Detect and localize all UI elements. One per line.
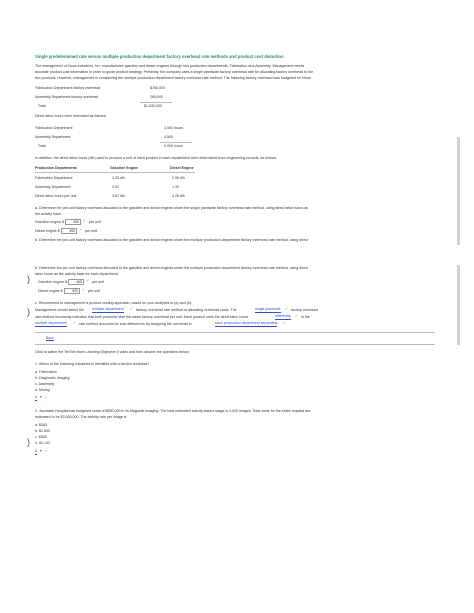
diesel-label: Diesel engine $ <box>35 229 60 233</box>
scrollbar[interactable] <box>457 265 460 345</box>
q1-option[interactable]: d. Mining <box>35 388 50 392</box>
check-icon: ✓ <box>73 321 77 325</box>
table-cell: Assembly Department <box>35 185 71 189</box>
video-intro: Click to watch the Tell Me More Learning Objective 3 video and then answer the questions below. <box>35 350 190 354</box>
question-c-text: c. Recommend to management a product costing approach, based on your analyses in (a) and (b). <box>35 301 193 305</box>
table-header: Diesel Engine <box>170 166 194 170</box>
overhead-row-label: Assembly Department factory overhead <box>35 95 99 99</box>
divider <box>35 344 435 345</box>
gasoline-unit: per unit <box>92 280 104 284</box>
overhead-row-value: $765,000 <box>150 86 165 90</box>
back-button[interactable]: Back <box>46 336 54 340</box>
q2-option[interactable]: c. $550 <box>35 435 47 439</box>
question-b-text: b. Determine the per-unit factory overhead allocated to the gasoline and diesel engines under the multiple production department factory overhead rate method, using direct <box>35 266 309 270</box>
diesel-answer-input[interactable]: 400 <box>61 228 77 234</box>
dlh-paragraph: In addition, the direct labor hours (dlh) used to produce a unit of each product in each department were determined from engineering records, as follows: <box>35 156 278 160</box>
method-select-2[interactable]: single plantwide <box>255 307 281 311</box>
check-icon: ✓ <box>285 307 289 311</box>
check-icon: ✓ <box>283 321 287 325</box>
question-b-text-cutoff: b. Determine the per-unit factory overhead allocated to the gasoline and diesel engines under the multiple production department factory overhead rate method, using direct <box>35 238 309 242</box>
scrollbar[interactable] <box>457 137 460 245</box>
check-icon: ✓ <box>45 449 49 453</box>
side-caret-icon: ) <box>27 274 30 284</box>
side-caret-icon: ) <box>27 437 30 447</box>
table-cell: 1.30 <box>172 185 179 189</box>
question-2-text: 2. Jacobsen Hospital has budgeted costs of $550,000 in its Magnetic Imaging. The total estimated activity-based usage is 2,000 images. Total costs for the entire hospital are <box>35 409 311 413</box>
section-title: Single predetermined rate versus multiple production department factory overhead rate methods and product cost distortion <box>35 54 284 59</box>
dlh-row-label: Fabrication Department <box>35 126 73 130</box>
dlh-row-value: 9,000 hours <box>164 144 183 148</box>
question-2-text-2: estimated to be $3,000,000. The activity rate per image is <box>35 415 127 419</box>
overhead-row-label: Total <box>38 104 46 108</box>
table-header: Gasoline Engine <box>110 166 139 170</box>
total-rule <box>140 102 172 103</box>
recommendation-text: Management should select the <box>35 308 84 312</box>
method-select-1[interactable]: multiple department <box>92 307 124 311</box>
diesel-label: Diesel engine $ <box>38 289 63 293</box>
gasoline-multi-input[interactable]: 400 <box>68 279 84 285</box>
check-icon: ✓ <box>79 228 83 232</box>
q1-option[interactable]: b. Diagnostic Imaging <box>35 376 70 380</box>
table-cell: 2.95 dlh <box>172 176 185 180</box>
dlh-intro: Direct labor hours were estimated as follows: <box>35 114 107 118</box>
intro-line-2: accurate product cost information in order to guide product strategy. Presently, the company uses a single plantwide factory overhead rate for allocating factory overhead to the <box>35 70 314 74</box>
question-1-text: 1. Which of the following industries is identified with a service business? <box>35 362 150 366</box>
recommendation-text: in the <box>301 315 310 319</box>
side-caret-icon: ) <box>27 307 30 317</box>
check-icon: ✓ <box>86 279 90 283</box>
q1-answer-select[interactable]: b <box>35 395 37 399</box>
recommendation-text: factory overhead rate method of allocating overhead costs. The <box>136 308 237 312</box>
question-b-text-2: labor hours as the activity base for each department. <box>35 272 119 276</box>
q2-option[interactable]: b. $1,500 <box>35 429 50 433</box>
header-rule <box>35 172 195 173</box>
usage-select[interactable]: differently <box>275 314 291 318</box>
table-cell: Direct labor hours per unit <box>35 194 77 198</box>
table-cell: 1.25 dlh <box>112 176 125 180</box>
table-cell: 3.87 dlh <box>112 194 125 198</box>
table-cell: Fabrication Department <box>35 176 73 180</box>
dropdown-chevron-icon: ▾ <box>40 395 42 399</box>
q2-option[interactable]: d. $2,143 <box>35 441 50 445</box>
dlh-row-value: 4,500 <box>164 135 173 139</box>
dlh-row-value: 4,500 hours <box>164 126 183 130</box>
divider <box>35 332 435 333</box>
check-icon: ✓ <box>45 395 49 399</box>
q2-answer-select[interactable]: d <box>35 449 37 453</box>
dlh-row-label: Total <box>38 144 46 148</box>
total-rule <box>160 142 192 143</box>
dlh-row-label: Assembly Department <box>35 135 71 139</box>
q1-option[interactable]: a. Fabrication <box>35 370 57 374</box>
check-icon: ✓ <box>130 307 134 311</box>
table-cell: 4.25 dlh <box>172 194 185 198</box>
diesel-unit: per unit <box>85 229 97 233</box>
gasoline-label: Gasoline engine $ <box>38 280 67 284</box>
recommendation-text: rate method incorrectly indicates that both products have the same factory overhead per unit. Each product uses the direct labor hours <box>35 315 249 319</box>
recommendation-text: rate method accounts for cost differences by assigning the overhead in <box>79 322 192 326</box>
check-icon: ✓ <box>83 219 87 223</box>
question-a-text: a. Determine the per-unit factory overhead allocated to the gasoline and diesel engines under the single plantwide factory overhead rate method, using direct labor hours as <box>35 206 309 210</box>
overhead-row-value: 265,000 <box>150 95 163 99</box>
diesel-unit: per unit <box>88 289 100 293</box>
question-a-text-2: the activity base. <box>35 212 62 216</box>
method-select-3[interactable]: multiple department <box>35 321 67 325</box>
intro-line-3: two products. However, management is considering the multiple production department factory overhead rate method. The following factory overhead was budgeted for Nova: <box>35 76 312 80</box>
gasoline-answer-input[interactable]: 400 <box>65 219 81 225</box>
q2-option[interactable]: a. $183 <box>35 423 47 427</box>
gasoline-label: Gasoline engine $ <box>35 220 64 224</box>
table-cell: 2.62 <box>112 185 119 189</box>
check-icon: ✓ <box>295 314 299 318</box>
recommendation-text: factory overhead <box>291 308 318 312</box>
table-header: Production Departments <box>35 166 77 170</box>
diesel-multi-input[interactable]: 500 <box>64 288 80 294</box>
dropdown-chevron-icon: ▾ <box>40 449 42 453</box>
check-icon: ✓ <box>82 288 86 292</box>
gasoline-unit: per unit <box>89 220 101 224</box>
assignment-select[interactable]: each production department separately <box>215 321 278 325</box>
overhead-row-label: Fabrication Department factory overhead <box>35 86 101 90</box>
q1-option[interactable]: c. Assembly <box>35 382 55 386</box>
intro-line-1: The management of Nova Industries, Inc. manufactures gasoline and diesel engines through two production departments, Fabrication and Assembly. Management needs <box>35 64 305 68</box>
overhead-row-value: $1,030,000 <box>144 104 162 108</box>
